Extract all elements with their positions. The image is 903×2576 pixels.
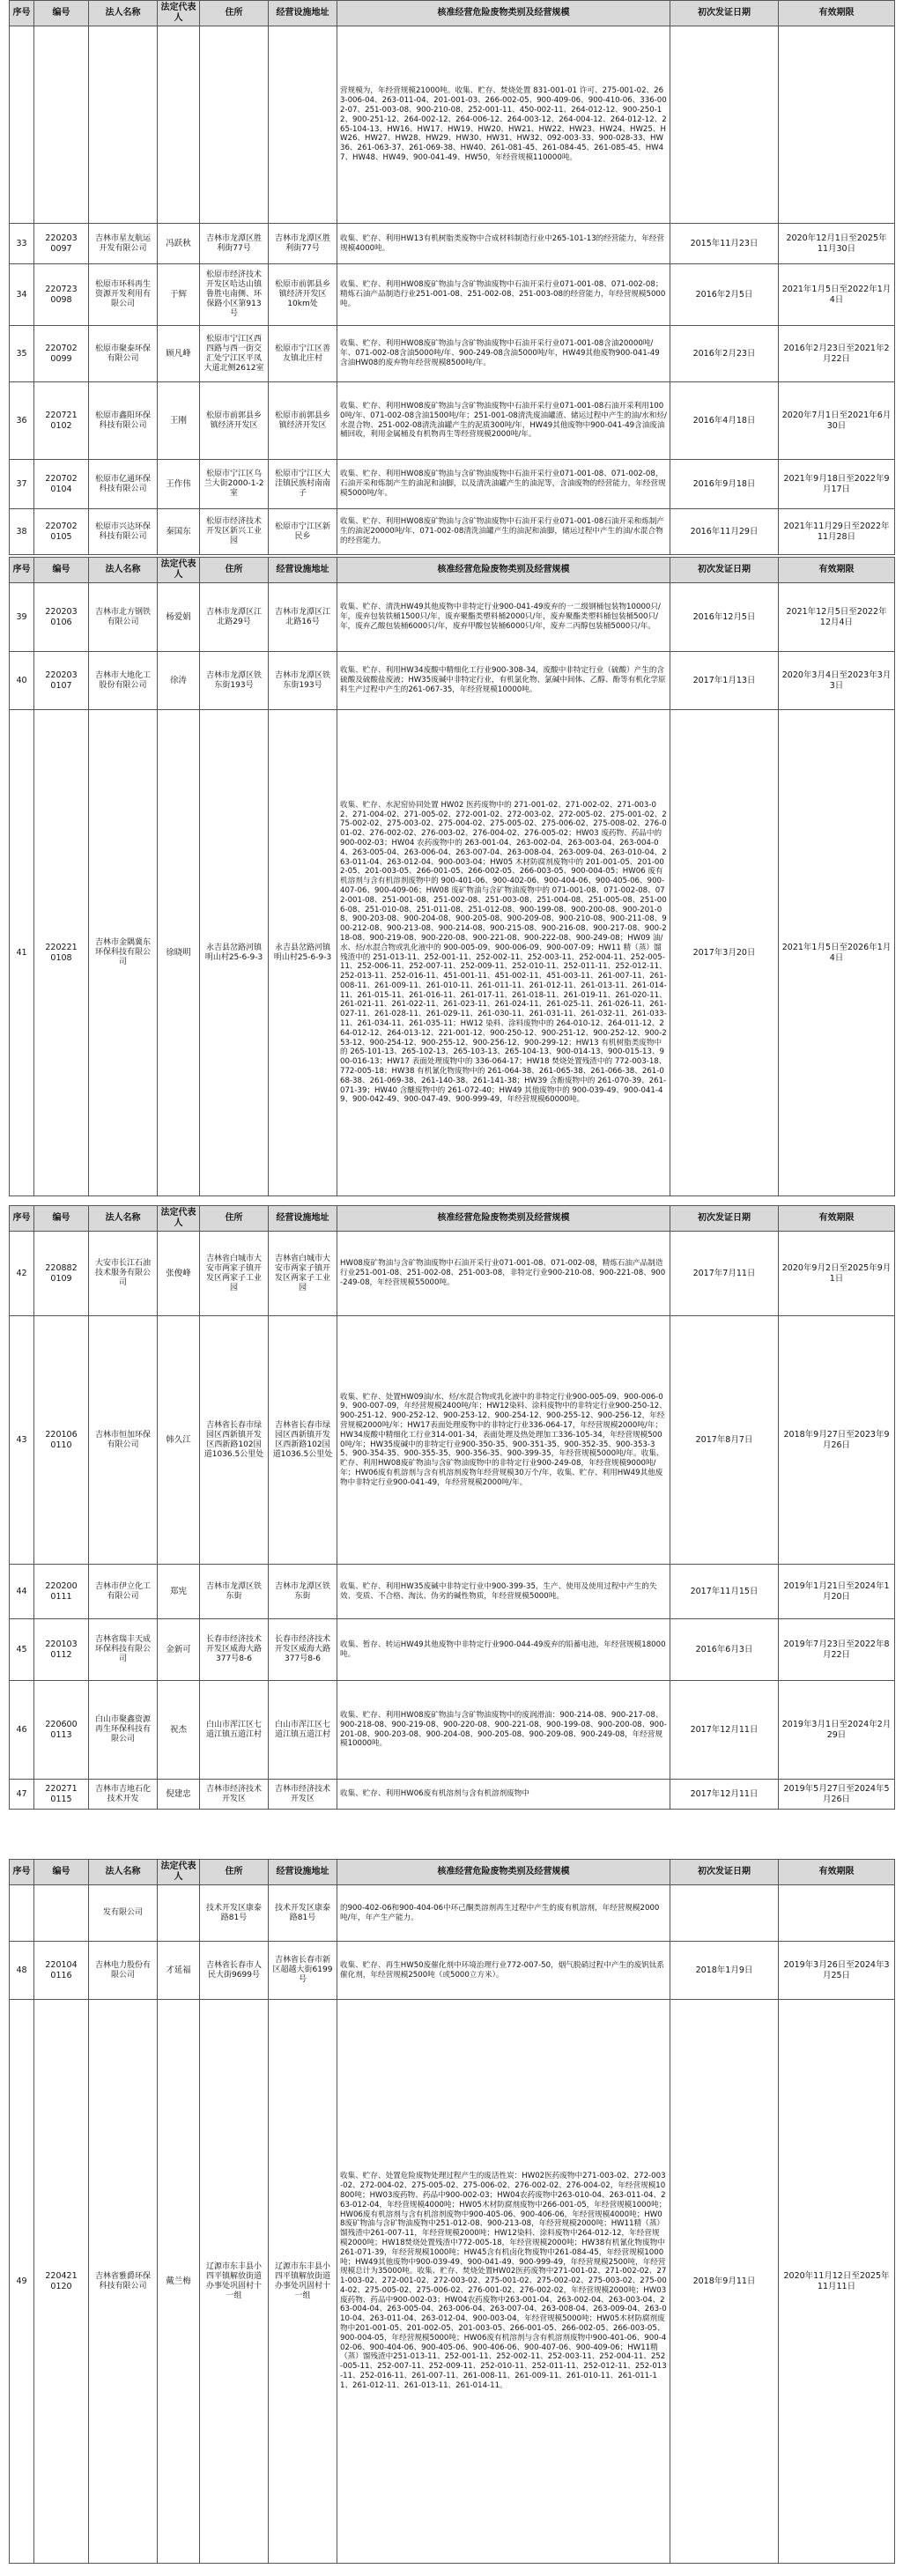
header-seq: 序号 [10, 1206, 34, 1232]
header-scope: 核准经营危险废物类别及经营规模 [337, 558, 670, 583]
row-address: 辽源市东丰县小四平镇解放街道办事处巩固村十一组 [200, 2000, 269, 2564]
row-id: 220106 0110 [34, 1316, 89, 1565]
row-site: 松原市前郭县乡镇经济开发区10km处 [269, 264, 337, 326]
row-address: 吉林市经济技术开发区 [200, 1780, 269, 1810]
row-id: 220600 0113 [34, 1681, 89, 1780]
row-id: 220203 0106 [34, 583, 89, 652]
row-first-date: 2017年1月13日 [670, 652, 779, 710]
row-address: 吉林市龙潭区铁东街193号 [200, 652, 269, 710]
row-validity: 2019年5月27日至2024年5月26日 [779, 1780, 895, 1810]
table-row [10, 1565, 895, 1619]
row-site: 长春市经济技术开发区威海大路377号8-6 [269, 1619, 337, 1681]
table-row [10, 382, 895, 460]
row-address: 松原市宁江区西四路与西一街交汇处宁江区平凤大道北侧2612室 [200, 326, 269, 382]
row-first-date: 2016年11月29日 [670, 509, 779, 555]
row-scope: 的900-402-06和900-404-06中环己酮类溶剂再生过程中产生的废有机溶剂，年经营规模2000吨/年，年产生产能力。 [337, 1885, 670, 1942]
row-company: 吉林市北方钢铁有限公司 [89, 583, 158, 652]
row-company: 大安市长江石油技术服务有限公司 [89, 1232, 158, 1316]
row-validity: 2019年3月1日至2024年2月29日 [779, 1681, 895, 1780]
row-company: 吉林省瑞丰天成环保科技有限公司 [89, 1619, 158, 1681]
row-rep: 顾凡峰 [158, 326, 200, 382]
row-site: 吉林市龙潭区江北路16号 [269, 583, 337, 652]
row-company [89, 26, 158, 224]
row-address: 永吉县岔路河镇明山村25-6-9-3 [200, 710, 269, 1196]
header-row [10, 1, 895, 26]
row-rep: 杨爱娟 [158, 583, 200, 652]
row-first-date: 2017年11月15日 [670, 1565, 779, 1619]
row-seq: 45 [10, 1619, 34, 1681]
row-address: 吉林省长春市绿园区西新镇开发区西新路102国道1036.5公里处 [200, 1316, 269, 1565]
row-address: 吉林省白城市大安市两家子镇开发区两家子工业园 [200, 1232, 269, 1316]
license-table [9, 1859, 895, 2564]
row-site: 松原市宁江区新民乡 [269, 509, 337, 555]
row-validity: 2019年1月21日至2024年1月20日 [779, 1565, 895, 1619]
header-id: 编号 [34, 1206, 89, 1232]
header-address: 住所 [200, 1860, 269, 1885]
row-rep: 才延福 [158, 1942, 200, 2000]
row-company: 吉林市星友航运开发有限公司 [89, 224, 158, 264]
row-site: 吉林市龙潭区铁东街 [269, 1565, 337, 1619]
row-validity: 2021年1月5日至2022年1月4日 [779, 264, 895, 326]
row-validity: 2019年7月23日至2022年8月22日 [779, 1619, 895, 1681]
table-row [10, 460, 895, 509]
row-address: 松原市经济技术开发区新兴工业园 [200, 509, 269, 555]
row-id [34, 1885, 89, 1942]
page-3 [9, 1205, 894, 1810]
row-first-date: 2017年8月7日 [670, 1316, 779, 1565]
row-address: 吉林市龙潭区胜利街77号 [200, 224, 269, 264]
header-row [10, 1860, 895, 1885]
row-validity: 2020年9月2日至2025年9月1日 [779, 1232, 895, 1316]
table-row [10, 652, 895, 710]
license-table [9, 557, 895, 1196]
row-first-date: 2015年11月23日 [670, 224, 779, 264]
row-scope: 收集、贮存、再生HW50废催化剂中环境治理行业772-007-50，烟气脱硝过程中产生的废钒钛系催化剂，年经营规模2500吨（或5000立方米）。 [337, 1942, 670, 2000]
row-first-date: 2018年1月9日 [670, 1942, 779, 2000]
table-row [10, 1885, 895, 1942]
row-company: 松原市聚泰环保有限公司 [89, 326, 158, 382]
header-validity: 有效期限 [779, 1860, 895, 1885]
row-first-date: 2017年12月11日 [670, 1780, 779, 1810]
header-row [10, 558, 895, 583]
header-site: 经营设施地址 [269, 558, 337, 583]
row-site: 松原市宁江区善友镇北庄村 [269, 326, 337, 382]
row-first-date: 2016年2月23日 [670, 326, 779, 382]
row-id: 220882 0109 [34, 1232, 89, 1316]
row-rep: 郑宪 [158, 1565, 200, 1619]
row-rep: 于辉 [158, 264, 200, 326]
row-validity: 2018年9月27日至2023年9月26日 [779, 1316, 895, 1565]
row-site: 松原市宁江区大洼镇民族村南南子 [269, 460, 337, 509]
header-site: 经营设施地址 [269, 1, 337, 26]
header-scope: 核准经营危险废物类别及经营规模 [337, 1860, 670, 1885]
row-id: 220721 0102 [34, 382, 89, 460]
row-seq: 46 [10, 1681, 34, 1780]
row-company: 吉林市金隅冀东环保科技有限公司 [89, 710, 158, 1196]
header-validity: 有效期限 [779, 1206, 895, 1232]
row-company: 松原市环科再生资源开发利用有限公司 [89, 264, 158, 326]
header-address: 住所 [200, 1206, 269, 1232]
row-scope: 收集、贮存、利用HW08废矿物油与含矿物油废物中石油开采行业071-001-08、071-002-08；精炼石油产品制造行业251-001-08、251-002-08、251-003-08的经营能力，年经营规模5000吨。 [337, 264, 670, 326]
row-company: 吉林市伊立化工有限公司 [89, 1565, 158, 1619]
table-row [10, 1316, 895, 1565]
row-rep: 王刚 [158, 382, 200, 460]
row-rep: 倪建忠 [158, 1780, 200, 1810]
table-row [10, 1780, 895, 1810]
row-validity: 2020年12月1日至2025年11月30日 [779, 224, 895, 264]
row-address: 白山市浑江区七道江镇五道江村 [200, 1681, 269, 1780]
row-seq: 42 [10, 1232, 34, 1316]
row-scope: 收集、贮存、水泥窑协同处置 HW02 医药废物中的 271-001-02、271-002-02、271-003-02、271-004-02、271-005-02、272-001-02、272-003-02、272-005-02、275-001-02、275-002-02、275-003-02、275-004-02、275-005-02、275-006-02、275-008-02、276-001-02、276-002-02、276-003-02、276-004-02、276-005-02；HW03 废药物、药品中的 900-002-03；HW04 农药废物中的 263-001-04、263-002-04、263-003-04、263-004-04、263-005-04、263-006-04、263-007-04、263-008-04、263-009-04、263-010-04、263-011-04、263-012-04、900-003-04；HW05 木材防腐剂废物中的 201-001-05、201-002-05、201-003-05、266-001-05、266-002-05、266-003-05、900-004-05；HW06 废有机溶剂与含有机溶剂废物中的 900-401-06、900-402-06、900-404-06、900-405-06、900-407-06、900-409-06；HW08 废矿物油与含矿物油废物中的 071-001-08、071-002-08、072-001-08、251-001-08、251-002-08、251-003-08、251-004-08、251-005-08、251-006-08、251-010-08、251-011-08、251-012-08、900-199-08、900-200-08、900-201-08、900-203-08、900-204-08、900-205-08、900-209-08、900-210-08、900-211-08、900-212-08、900-213-08、900-214-08、900-215-08、900-216-08、900-217-08、900-218-08、900-219-08、900-220-08、900-221-08、900-222-08、900-249-08；HW09 油/水、烃/水混合物或乳化液中的 900-005-09、900-006-09、900-007-09；HW11 精（蒸）馏残渣中的 251-013-11、252-001-11、252-002-11、252-003-11、252-004-11、252-005-11、252-006-11、252-007-11、252-009-11、252-010-11、252-011-11、252-012-11、252-013-11、252-016-11、451-001-11、451-002-11、451-003-11、261-007-11、261-008-11、261-009-11、261-010-11、261-011-11、261-012-11、261-013-11、261-014-11、261-015-11、261-016-11、261-017-11、261-018-11、261-019-11、261-020-11、261-021-11、261-022-11、261-023-11、261-024-11、261-025-11、261-026-11、261-027-11、261-028-11、261-029-11、261-030-11、261-031-11、261-032-11、261-033-11、261-034-11、261-035-11；HW12 染料、涂料废物中的 264-010-12、264-011-12、264-012-12、264-013-12、221-001-12、900-250-12、900-251-12、900-252-12、900-253-12、900-254-12、900-255-12、900-256-12、900-299-12；HW13 有机树脂类废物中的 265-101-13、265-102-13、265-103-13、265-104-13、900-014-13、900-015-13、900-016-13；HW17 表面处理废物中的 336-064-17；HW18 焚烧处置残渣中的 772-003-18、772-005-18；HW38 有机氰化物废物中的 261-064-38、261-065-38、261-066-38、261-068-38、261-069-38、261-140-38、261-141-38；HW39 含酚废物中的 261-070-39、261-071-39；HW40 含醚废物中的 261-072-40；HW49 其他废物中的 900-039-49、900-041-49、900-042-49、900-047-49、900-999-49，年经营规模60000吨。 [337, 710, 670, 1196]
row-id: 220271 0115 [34, 1780, 89, 1810]
row-first-date: 2016年4月18日 [670, 382, 779, 460]
row-id: 220103 0112 [34, 1619, 89, 1681]
header-scope: 核准经营危险废物类别及经营规模 [337, 1, 670, 26]
row-validity [779, 26, 895, 224]
row-address [200, 26, 269, 224]
row-validity: 2016年2月23日至2021年2月22日 [779, 326, 895, 382]
table-row [10, 1942, 895, 2000]
header-id: 编号 [34, 1860, 89, 1885]
row-company: 松原市亿通环保科技有限公司 [89, 460, 158, 509]
row-address: 松原市经济技术开发区哈达山镇鲁胜屯南侧、环保路小区第913号 [200, 264, 269, 326]
table-row [10, 264, 895, 326]
header-first-date: 初次发证日期 [670, 1860, 779, 1885]
row-rep: 祝杰 [158, 1681, 200, 1780]
row-first-date [670, 26, 779, 224]
header-validity: 有效期限 [779, 558, 895, 583]
header-id: 编号 [34, 1, 89, 26]
row-scope: 收集、贮存、利用HW13有机树脂类废物中合成材料制造行业中265-101-13的经营能力，年经营规模4000吨。 [337, 224, 670, 264]
row-scope: 收集、贮存、利用HW06废有机溶剂与含有机溶剂废物中 [337, 1780, 670, 1810]
table-row [10, 1681, 895, 1780]
header-seq: 序号 [10, 558, 34, 583]
row-seq: 49 [10, 2000, 34, 2564]
row-rep [158, 26, 200, 224]
header-first-date: 初次发证日期 [670, 558, 779, 583]
row-scope: 收集、贮存、利用HW08废矿物油与含矿物油废物中石油开采行业071-001-08石油开采利用1000吨/年、071-002-08含油1500吨/年；251-001-08清洗废油罐渣、储运过程中产生的油/水和烃/水混合物、251-002-08清洗油罐产生的泥质300吨/年，HW49其他废物中900-041-49含油废油桶回收，利用金属桶及有机物再生等经营规模2000吨/年。 [337, 382, 670, 460]
row-first-date: 2017年12月11日 [670, 1681, 779, 1780]
row-first-date: 2016年9月18日 [670, 460, 779, 509]
row-site: 吉林市经济技术开发区 [269, 1780, 337, 1810]
row-scope: 收集、暂存、转运HW49其他废物中非特定行业900-044-49废弃的铅蓄电池，年经营规模18000吨。 [337, 1619, 670, 1681]
page-4 [9, 1859, 894, 2564]
row-id: 220104 0116 [34, 1942, 89, 2000]
row-id: 220203 0107 [34, 652, 89, 710]
header-validity: 有效期限 [779, 1, 895, 26]
row-validity: 2021年11月29日至2022年11月28日 [779, 509, 895, 555]
row-first-date: 2017年7月11日 [670, 1232, 779, 1316]
table-row [10, 326, 895, 382]
row-first-date: 2016年2月5日 [670, 264, 779, 326]
license-table [9, 1205, 895, 1810]
row-site: 松原市前郭县乡镇经济开发区 [269, 382, 337, 460]
page-2 [9, 557, 894, 1196]
header-company: 法人名称 [89, 1, 158, 26]
header-rep: 法定代表人 [158, 1860, 200, 1885]
row-company: 吉林省雅爵环保科技有限公司 [89, 2000, 158, 2564]
table-row [10, 1619, 895, 1681]
row-id: 220200 0111 [34, 1565, 89, 1619]
row-site: 辽源市东丰县小四平镇解放街道办事处巩固村十一组 [269, 2000, 337, 2564]
row-rep: 韩久江 [158, 1316, 200, 1565]
row-company: 吉林市大地化工股份有限公司 [89, 652, 158, 710]
row-seq: 40 [10, 652, 34, 710]
row-seq: 38 [10, 509, 34, 555]
row-seq: 43 [10, 1316, 34, 1565]
row-validity: 2020年11月12日至2025年11月11日 [779, 2000, 895, 2564]
row-site: 吉林省长春市绿园区西新镇开发区西新路102国道1036.5公里处 [269, 1316, 337, 1565]
header-company: 法人名称 [89, 558, 158, 583]
row-rep: 戴兰梅 [158, 2000, 200, 2564]
row-scope: 营规模为，年经营规模21000吨。收集、贮存、焚烧处置 831-001-01 许可、275-001-02、263-006-04、263-011-04、201-001-03、266-002-05、900-409-06、900-410-06、336-002-07、251-003-08、900-210-08、252-001-11、450-002-11、264-012-12、900-250-12、900-251-12、264-002-12、264-006-12、264-003-12、264-004-12、264-012-12、265-104-13、HW16、HW17、HW19、HW20、HW21、HW22、HW23、HW24、HW25、HW26、HW27、HW28、HW29、HW30、HW31、HW32、092-003-33、900-028-33、HW36、261-063-37、261-069-38、HW40、261-081-45、261-084-45、261-085-45、HW47、HW48、HW49、900-041-49、HW50，年经营规模110000吨。 [337, 26, 670, 224]
row-seq: 41 [10, 710, 34, 1196]
row-address: 吉林市龙潭区铁东街 [200, 1565, 269, 1619]
row-company: 吉林市恒加环保有限公司 [89, 1316, 158, 1565]
table-row [10, 224, 895, 264]
header-site: 经营设施地址 [269, 1206, 337, 1232]
row-seq [10, 26, 34, 224]
row-site: 吉林省长春市新区超越大街6199号 [269, 1942, 337, 2000]
row-first-date: 2016年12月5日 [670, 583, 779, 652]
row-scope: 收集、贮存、处置HW09油/水、烃/水混合物或乳化液中的非特定行业900-005-09、900-006-09、900-007-09，年经营规模2400吨/年；HW12染料、涂料废物中的非特定行业900-250-12、900-251-12、900-252-12、900-253-12、900-254-12、900-255-12、900-256-12，年经营规模2000吨/年；HW17表面处理废物中的非特定行业336-064-17，年经营规模2000吨/年；HW34废酸中精细化工行业314-001-34，表面处理及热处理加工336-105-34，年经营规模5000吨/年；HW35废碱中的非特定行业900-350-35、900-351-35、900-352-35、900-353-35、900-354-35、900-355-35、900-356-35、900-399-35，年经营规模5000吨/年。收集、贮存、利用HW08废矿物油与含矿物油废物中的非特定行业900-249-08，年经营规模9000吨/年；HW06废有机溶剂与含有机溶剂废物年经营规模30万个/年，收集、贮存、利用HW49其他废物中非特定行业900-041-49，年经营规模2000吨/年。 [337, 1316, 670, 1565]
header-company: 法人名称 [89, 1206, 158, 1232]
row-company: 吉林电力股份有限公司 [89, 1942, 158, 2000]
header-address: 住所 [200, 1, 269, 26]
header-scope: 核准经营危险废物类别及经营规模 [337, 1206, 670, 1232]
row-site: 永吉县岔路河镇明山村25-6-9-3 [269, 710, 337, 1196]
row-first-date: 2017年3月20日 [670, 710, 779, 1196]
license-table [9, 0, 895, 555]
row-address: 技术开发区康泰路81号 [200, 1885, 269, 1942]
table-row [10, 710, 895, 1196]
table-row [10, 26, 895, 224]
row-validity: 2020年3月4日至2023年3月3日 [779, 652, 895, 710]
row-site: 技术开发区康泰路81号 [269, 1885, 337, 1942]
row-id: 220702 0105 [34, 509, 89, 555]
header-rep: 法定代表人 [158, 558, 200, 583]
header-address: 住所 [200, 558, 269, 583]
row-validity: 2020年7月1日至2021年6月30日 [779, 382, 895, 460]
row-scope: 收集、贮存、利用HW35废碱中非特定行业中900-399-35，生产、使用及使用过程中产生的失效、变质、不合格、淘汰、伪劣的碱性物质，年经营规模5000吨。 [337, 1565, 670, 1619]
row-company: 松原市鑫阳环保科技有限公司 [89, 382, 158, 460]
row-id: 220702 0099 [34, 326, 89, 382]
table-row [10, 1232, 895, 1316]
row-seq: 44 [10, 1565, 34, 1619]
row-scope: 收集、贮存、处置危险废物处理过程产生的废活性炭：HW02医药废物中271-003-02、272-003-02、272-004-02、275-005-02、275-006-02、276-002-02、276-004-02，年经营规模10800吨；HW03废药物、药品中900-002-03；HW04农药废物中263-010-04、263-011-04、263-012-04，年经营规模4000吨；HW05木材防腐剂废物中266-001-05，年经营规模1000吨；HW06废有机溶剂与含有机溶剂废物中900-405-06、900-406-06，年经营规模4000吨；HW08废矿物油与含矿物油废物中251-012-08、900-213-08，年经营规模2000吨；HW11精（蒸）馏残渣中261-007-11，年经营规模2000吨；HW12染料、涂料废物中264-012-12，年经营规模2000吨；HW18焚烧处置残渣中772-005-18，年经营规模2000吨；HW38有机氰化物废物中261-071-39，年经营规模1000吨；HW45含有机卤化物废物中261-084-45，年经营规模1000吨；HW49其他废物中900-039-49、900-041-49、900-999-49，年经营规模2500吨，年经营规模总计为35000吨。收集、贮存、焚烧处置HW02医药废物中271-001-02、271-002-02、271-003-02、272-001-02、272-003-02、275-001-02、275-002-02、275-003-02、275-004-02、275-005-02、275-006-02、276-001-02、276-002-02，年经营规模2000吨；HW03废药物、药品中900-002-03；HW04农药废物中263-001-04、263-002-04、263-003-04、263-004-04、263-005-04、263-006-04、263-007-04、263-008-04、263-009-04、263-010-04、263-011-04、263-012-04、900-003-04，年经营规模5000吨；HW05木材防腐剂废物中201-001-05、201-002-05、201-003-05、266-001-05、266-002-05、266-003-05、900-004-05，年经营规模5000吨；HW06废有机溶剂与含有机溶剂废物中900-401-06、900-402-06、900-404-06、900-405-06、900-406-06、900-407-06、900-409-06；HW11精（蒸）馏残渣中251-013-11、252-001-11、252-002-11、252-003-11、252-004-11、252-005-11、252-007-11、252-009-11、252-010-11、252-011-11、252-012-11、252-013-11、252-016-11、261-007-11、261-008-11、261-009-11、261-010-11、261-011-11、261-012-11、261-013-11、261-014-11。 [337, 2000, 670, 2564]
row-company: 发有限公司 [89, 1885, 158, 1942]
row-rep: 秦国东 [158, 509, 200, 555]
row-first-date [670, 1885, 779, 1942]
row-rep: 徐涛 [158, 652, 200, 710]
row-id: 220723 0098 [34, 264, 89, 326]
row-company: 白山市聚鑫资源再生环保科技有限公司 [89, 1681, 158, 1780]
row-validity: 2019年3月26日至2024年3月25日 [779, 1942, 895, 2000]
row-seq: 37 [10, 460, 34, 509]
row-first-date: 2016年6月3日 [670, 1619, 779, 1681]
row-rep: 徐晓明 [158, 710, 200, 1196]
row-site: 白山市浑江区七道江镇五道江村 [269, 1681, 337, 1780]
row-validity: 2021年12月5日至2022年12月4日 [779, 583, 895, 652]
row-site: 吉林市龙潭区铁东街193号 [269, 652, 337, 710]
row-rep: 王作伟 [158, 460, 200, 509]
row-rep [158, 1885, 200, 1942]
row-validity: 2021年1月5日至2026年1月4日 [779, 710, 895, 1196]
row-scope: HW08废矿物油与含矿物油废物中石油开采行业071-001-08、071-002-08，精炼石油产品制造行业251-001-08、251-002-08、251-003-08，非特定行业900-210-08、900-221-08、900-249-08，年经营规模55000吨。 [337, 1232, 670, 1316]
row-scope: 收集、贮存、利用HW08废矿物油与含矿物油废物中石油开采行业071-001-08石油开采和炼制产生的油泥20000吨/年、071-002-08清洗油罐产生的油泥和油脚，储运过程中产生的油/水混合物的经营能力。 [337, 509, 670, 555]
header-site: 经营设施地址 [269, 1860, 337, 1885]
header-first-date: 初次发证日期 [670, 1206, 779, 1232]
row-validity [779, 1885, 895, 1942]
row-rep: 张俊峰 [158, 1232, 200, 1316]
row-address: 长春市经济技术开发区威海大路377号8-6 [200, 1619, 269, 1681]
row-rep: 冯跃秋 [158, 224, 200, 264]
row-site [269, 26, 337, 224]
row-seq: 48 [10, 1942, 34, 2000]
header-id: 编号 [34, 558, 89, 583]
table-row [10, 2000, 895, 2564]
row-address: 吉林市龙潭区江北路29号 [200, 583, 269, 652]
header-seq: 序号 [10, 1, 34, 26]
row-scope: 收集、贮存、利用HW08废矿物油与含矿物油废物中石油开采行业071-001-08、071-002-08，石油开采和炼制产生的油泥和油脚，以及清洗油罐产生的油泥等，含油废物的经营能力，年经营规模5000吨/年。 [337, 460, 670, 509]
header-row [10, 1206, 895, 1232]
row-seq: 47 [10, 1780, 34, 1810]
row-scope: 收集、贮存、利用HW08废矿物油与含矿物油废物中的废润滑油：900-214-08、900-217-08、900-218-08、900-219-08、900-220-08、900-221-08、900-199-08、900-200-08、900-201-08、900-203-08、900-204-08、900-205-08、900-209-08、900-249-08，年经营规模10000吨。 [337, 1681, 670, 1780]
header-rep: 法定代表人 [158, 1, 200, 26]
row-rep: 金新可 [158, 1619, 200, 1681]
row-id: 220221 0108 [34, 710, 89, 1196]
row-scope: 收集、贮存、清洗HW49其他废物中非特定行业900-041-49废弃的一二级钢桶包装物10000只/年，废弃包装铁桶1500只/年，废弃聚酯类塑料桶2000只/年，废弃聚酯类塑料桶包装桶500只/年，废弃乙酸包装桶6000只/年，废弃甲酸包装桶6000只/年，废弃二丙醇包装桶5000只/年。 [337, 583, 670, 652]
row-id: 220421 0120 [34, 2000, 89, 2564]
row-id: 220702 0104 [34, 460, 89, 509]
row-scope: 收集、贮存、利用HW34废酸中精细化工行业900-308-34，废酸中非特定行业（硫酸）产生的含硫酸及硫酸盐废液；HW35废碱中非特定行业，有机氯化物、氯碱中间体、乙醇、酚等有机化学原料生产过程中产生的261-067-35，年经营规模10000吨。 [337, 652, 670, 710]
header-company: 法人名称 [89, 1860, 158, 1885]
row-address: 松原市前郭县乡镇经济开发区 [200, 382, 269, 460]
page-1 [9, 0, 894, 555]
row-first-date: 2018年9月11日 [670, 2000, 779, 2564]
row-scope: 收集、贮存、利用HW08废矿物油与含矿物油废物中石油开采行业071-001-08含油20000吨/年、071-002-08含油5000吨/年、900-249-08含油5000吨/年，HW49其他废物900-041-49含油HW08的废弃物年经营规模8500吨/年。 [337, 326, 670, 382]
row-site: 吉林市龙潭区胜利街77号 [269, 224, 337, 264]
row-company: 吉林市吉地石化技术开发 [89, 1780, 158, 1810]
row-address: 松原市宁江区乌兰大街2000-1-2室 [200, 460, 269, 509]
table-row [10, 509, 895, 555]
row-validity: 2021年9月18日至2022年9月17日 [779, 460, 895, 509]
row-id [34, 26, 89, 224]
header-first-date: 初次发证日期 [670, 1, 779, 26]
row-company: 松原市兴达环保科技有限公司 [89, 509, 158, 555]
header-rep: 法定代表人 [158, 1206, 200, 1232]
row-seq: 36 [10, 382, 34, 460]
row-address: 吉林省长春市人民大街9699号 [200, 1942, 269, 2000]
row-seq: 34 [10, 264, 34, 326]
row-site: 吉林省白城市大安市两家子镇开发区两家子工业园 [269, 1232, 337, 1316]
row-id: 220203 0097 [34, 224, 89, 264]
row-seq: 39 [10, 583, 34, 652]
row-seq: 35 [10, 326, 34, 382]
row-seq: 33 [10, 224, 34, 264]
header-seq: 序号 [10, 1860, 34, 1885]
row-seq [10, 1885, 34, 1942]
table-row [10, 583, 895, 652]
